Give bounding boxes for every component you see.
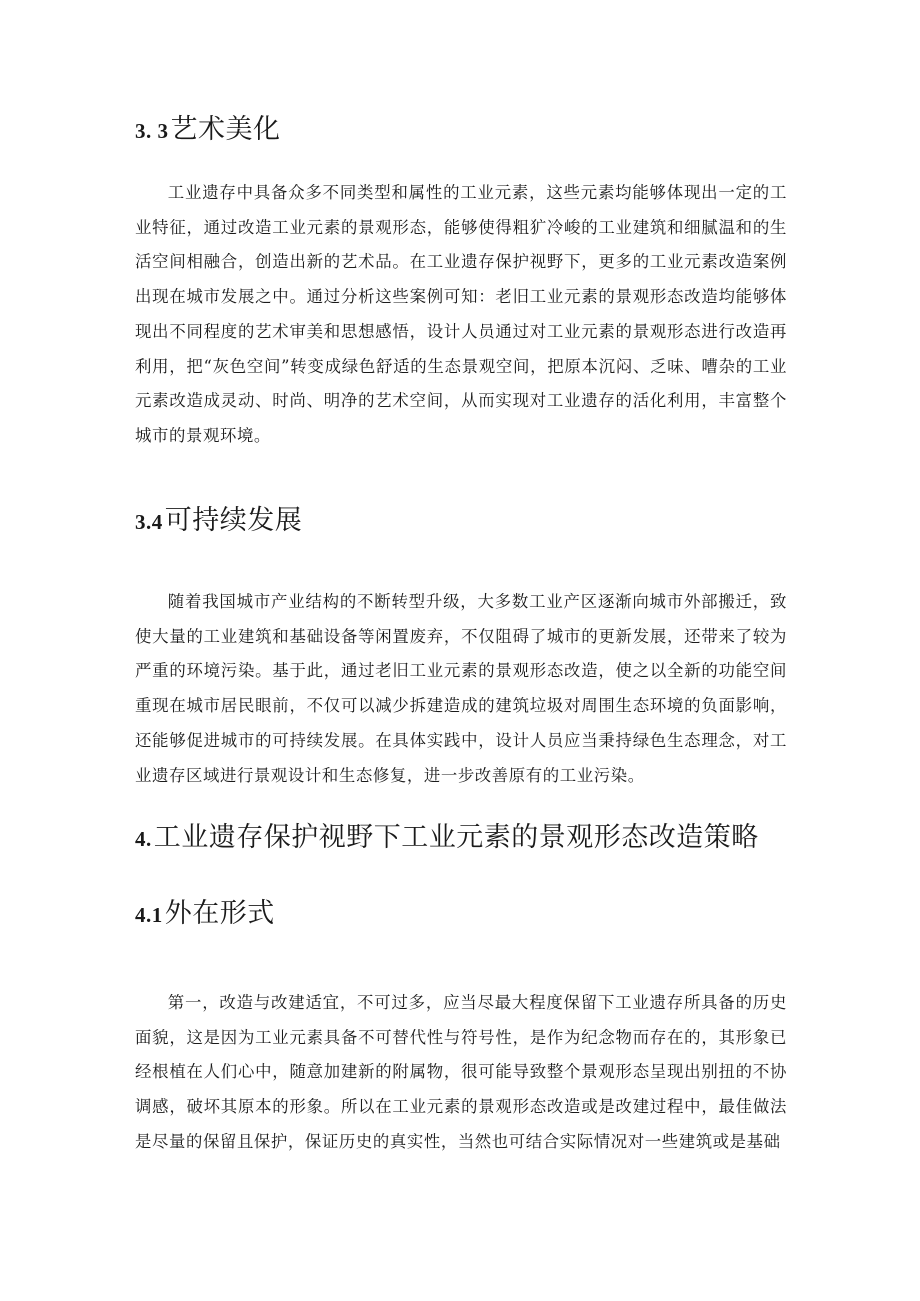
section-number: 4.1 <box>135 903 163 927</box>
section-paragraph: 随着我国城市产业结构的不断转型升级，大多数工业产区逐渐向城市外部搬迁，致使大量的工业建筑和基础设备等闲置废弃，不仅阻碍了城市的更新发展，还带来了较为严重的环境污染。基于此，通过老旧工业元素的景观形态改造，使之以全新的功能空间重现在城市居民眼前，不仅可以减少拆建造成的建筑垃圾对周围生态环境的负面影响，还能够促进城市的可持续发展。在具体实践中，设计人员应当秉持绿色生态理念，对工业遗存区域进行景观设计和生态修复，进一步改善原有的工业污染。 <box>135 592 787 785</box>
chapter-heading-4 <box>135 820 759 857</box>
section-heading-4-1 <box>135 896 275 933</box>
section-title: 外在形式 <box>164 898 275 929</box>
section-number: 4. <box>135 827 152 851</box>
section-title: 艺术美化 <box>170 114 281 145</box>
section-number: 3.4 <box>135 510 163 534</box>
section-paragraph: 工业遗存中具备众多不同类型和属性的工业元素，这些元素均能够体现出一定的工业特征，通过改造工业元素的景观形态，能够使得粗犷冷峻的工业建筑和细腻温和的生活空间相融合，创造出新的艺术品。在工业遗存保护视野下，更多的工业元素改造案例出现在城市发展之中。通过分析这些案例可知：老旧工业元素的景观形态改造均能够体现出不同程度的艺术审美和思想感悟，设计人员通过对工业元素的景观形态进行改造再利用，把“灰色空间”转变成绿色舒适的生态景观空间，把原本沉闷、乏味、嘈杂的工业元素改造成灵动、时尚、明净的艺术空间，从而实现对工业遗存的活化利用，丰富整个城市的景观环境。 <box>135 183 787 445</box>
section-paragraph: 第一，改造与改建适宜，不可过多，应当尽最大程度保留下工业遗存所具备的历史面貌，这是因为工业元素具备不可替代性与符号性，是作为纪念物而存在的，其形象已经根植在人们心中，随意加建新的附属物，很可能导致整个景观形态呈现出别扭的不协调感，破坏其原本的形象。所以在工业元素的景观形态改造或是改建过程中，最佳做法是尽量的保留且保护，保证历史的真实性，当然也可结合实际情况对一些建筑或是基础 <box>135 993 787 1151</box>
section-heading-3-4 <box>135 503 302 540</box>
section-number: 3. 3 <box>135 119 169 143</box>
section-heading-3-3 <box>135 112 281 149</box>
section-title: 可持续发展 <box>164 505 303 536</box>
section-title: 工业遗存保护视野下工业元素的景观形态改造策略 <box>153 822 759 853</box>
